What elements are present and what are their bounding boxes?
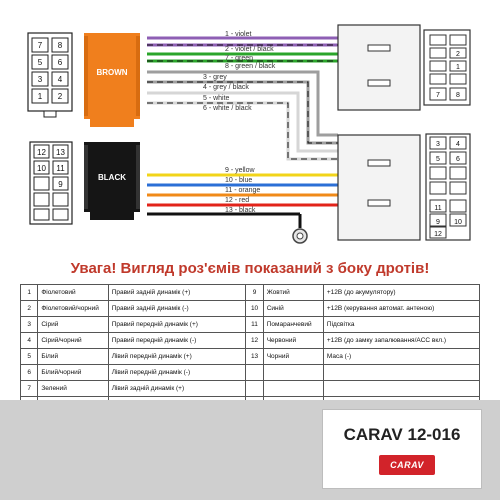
black-pin-10: 10 bbox=[37, 164, 46, 173]
iso-bottom-pin-11: 11 bbox=[434, 205, 442, 212]
brown-pin-7: 7 bbox=[37, 41, 43, 50]
wire-label-9: 9 - yellow bbox=[225, 167, 255, 174]
brown-plug bbox=[84, 33, 140, 127]
black-pin-13: 13 bbox=[56, 148, 65, 157]
wire-label-8: 8 - green / black bbox=[225, 63, 276, 70]
pin-table bbox=[20, 284, 480, 413]
wire-label-2: 2 - violet / black bbox=[225, 46, 274, 53]
brand-logo bbox=[379, 455, 435, 475]
cell-color: Білий bbox=[38, 349, 108, 365]
cell-color-2: Помаранчевий bbox=[263, 317, 323, 333]
cell-function: Правий передній динамік (+) bbox=[108, 317, 246, 333]
iso-top-pin-2: 2 bbox=[456, 51, 460, 58]
black-pin-9: 9 bbox=[58, 180, 63, 189]
iso-bottom-pin-6: 6 bbox=[456, 156, 460, 163]
brown-pin-5: 5 bbox=[37, 58, 43, 67]
brown-pin-1: 1 bbox=[37, 92, 43, 101]
iso-top-pin-8: 8 bbox=[456, 92, 460, 99]
cell-pin-2: 10 bbox=[246, 301, 263, 317]
wire-label-5: 5 - white bbox=[203, 95, 230, 102]
cell-color-2 bbox=[263, 381, 323, 397]
wire-label-1: 1 - violet bbox=[225, 31, 252, 38]
iso-connector-bottom bbox=[338, 134, 470, 240]
cell-color-2: Червоний bbox=[263, 333, 323, 349]
wire-label-12: 12 - red bbox=[225, 197, 250, 204]
cell-color: Зелений bbox=[38, 381, 108, 397]
wire-label-13: 13 - black bbox=[225, 207, 256, 214]
brown-pin-diagram bbox=[28, 33, 72, 117]
brown-pin-2: 2 bbox=[57, 92, 63, 101]
cell-function-2: +12В (до акумулятору) bbox=[323, 285, 479, 301]
iso-connector-top bbox=[338, 25, 470, 110]
pin-table-body bbox=[21, 285, 480, 413]
cell-function-2: +12В (керування автомат. антеною) bbox=[323, 301, 479, 317]
cell-pin-2 bbox=[246, 365, 263, 381]
cell-color-2: Чорний bbox=[263, 349, 323, 365]
brown-pin-4: 4 bbox=[57, 75, 63, 84]
cell-color-2: Синій bbox=[263, 301, 323, 317]
cell-pin: 1 bbox=[21, 285, 38, 301]
cell-pin: 6 bbox=[21, 365, 38, 381]
brown-plug-label: BROWN bbox=[96, 68, 128, 77]
cell-function: Правий задній динамік (-) bbox=[108, 301, 246, 317]
cell-pin-2 bbox=[246, 381, 263, 397]
black-plug-label: BLACK bbox=[98, 173, 126, 182]
black-pin-diagram bbox=[30, 142, 72, 224]
cell-pin: 5 bbox=[21, 349, 38, 365]
cell-pin-2: 13 bbox=[246, 349, 263, 365]
cell-color-2 bbox=[263, 365, 323, 381]
cell-pin: 2 bbox=[21, 301, 38, 317]
cell-function: Лівий передній динамік (+) bbox=[108, 349, 246, 365]
black-plug bbox=[84, 142, 140, 220]
wire-label-7: 7 - green bbox=[225, 55, 254, 62]
cell-color: Сірий/чорний bbox=[38, 333, 108, 349]
cell-color: Фіолетовий bbox=[38, 285, 108, 301]
iso-bottom-pin-4: 4 bbox=[456, 141, 460, 148]
cell-function-2: +12В (до замку запалювання/ACC вкл.) bbox=[323, 333, 479, 349]
wire-labels bbox=[203, 31, 276, 214]
black-pin-12: 12 bbox=[37, 148, 46, 157]
brown-pin-3: 3 bbox=[37, 75, 43, 84]
cell-pin-2: 9 bbox=[246, 285, 263, 301]
wire-label-6: 6 - white / black bbox=[203, 105, 252, 112]
cell-pin: 4 bbox=[21, 333, 38, 349]
cell-function: Правий передній динамік (-) bbox=[108, 333, 246, 349]
table-row bbox=[21, 365, 480, 381]
cell-pin-2: 11 bbox=[246, 317, 263, 333]
black-pin-11: 11 bbox=[56, 164, 65, 173]
cell-color: Сірий bbox=[38, 317, 108, 333]
iso-top-pin-1: 1 bbox=[456, 64, 460, 71]
table-row bbox=[21, 285, 480, 301]
table-row bbox=[21, 317, 480, 333]
cell-color: Фіолетовий/чорний bbox=[38, 301, 108, 317]
wire-label-3: 3 - grey bbox=[203, 74, 227, 81]
cell-function-2 bbox=[323, 381, 479, 397]
model-box bbox=[322, 409, 482, 489]
iso-bottom-pin-3: 3 bbox=[436, 141, 440, 148]
iso-top-pin-7: 7 bbox=[436, 92, 440, 99]
iso-bottom-pin-10: 10 bbox=[454, 219, 462, 226]
cell-function-2: Маса (-) bbox=[323, 349, 479, 365]
wire-label-10: 10 - blue bbox=[225, 177, 253, 184]
wire-label-4: 4 - grey / black bbox=[203, 84, 249, 91]
brown-pin-6: 6 bbox=[57, 58, 63, 67]
warning-text: Увага! Вигляд роз'ємів показаний з боку дротів! bbox=[70, 260, 430, 277]
table-row bbox=[21, 301, 480, 317]
cell-color-2: Жовтий bbox=[263, 285, 323, 301]
model-title: CARAV 12-016 bbox=[343, 425, 461, 444]
brand-logo-text: CARAV bbox=[390, 460, 424, 470]
brown-pin-8: 8 bbox=[57, 41, 63, 50]
cell-function-2: Підсвітка bbox=[323, 317, 479, 333]
table-row bbox=[21, 333, 480, 349]
wire-label-11: 11 - orange bbox=[225, 187, 261, 194]
iso-bottom-pin-9: 9 bbox=[436, 219, 440, 226]
cell-pin-2: 12 bbox=[246, 333, 263, 349]
cell-function: Лівий передній динамік (-) bbox=[108, 365, 246, 381]
cell-pin: 7 bbox=[21, 381, 38, 397]
cell-function: Правий задній динамік (+) bbox=[108, 285, 246, 301]
cell-function-2 bbox=[323, 365, 479, 381]
iso-bottom-pin-12: 12 bbox=[434, 231, 442, 238]
cell-pin: 3 bbox=[21, 317, 38, 333]
iso-bottom-pin-5: 5 bbox=[436, 156, 440, 163]
cell-function: Лівий задній динамік (+) bbox=[108, 381, 246, 397]
table-row bbox=[21, 349, 480, 365]
table-row bbox=[21, 381, 480, 397]
cell-color: Білий/чорний bbox=[38, 365, 108, 381]
